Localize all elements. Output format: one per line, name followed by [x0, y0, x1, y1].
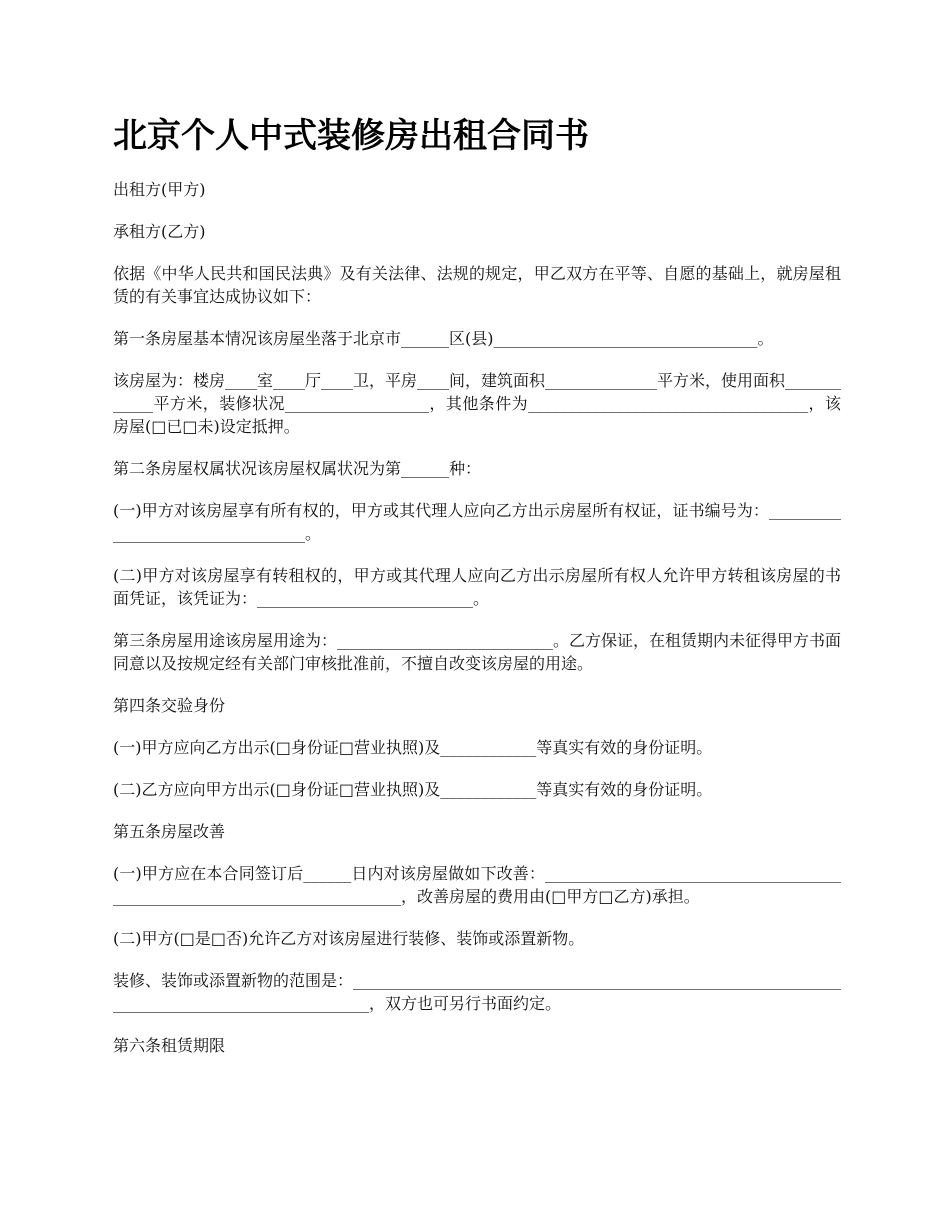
- document-title: 北京个人中式装修房出租合同书: [113, 116, 589, 156]
- paragraph-article-1: 第一条房屋基本情况该房屋坐落于北京市______区(县)_________________________________。: [113, 329, 774, 348]
- paragraph-preamble: 依据《中华人民共和国民法典》及有关法律、法规的规定，甲乙双方在平等、自愿的基础上，就房屋租赁的有关事宜达成协议如下：: [113, 264, 841, 306]
- paragraph-house-details: 该房屋为：楼房____室____厅____卫，平房____间，建筑面积______________平方米，使用面积____________平方米，装修状况__________________，其他条件为___________________________________，该房屋(□已□未)设定抵押。: [113, 371, 842, 436]
- paragraph-article-6: 第六条租赁期限: [113, 1036, 226, 1055]
- paragraph-article-2-item-2: (二)甲方对该房屋享有转租权的，甲方或其代理人应向乙方出示房屋所有权人允许甲方转租该房屋的书面凭证，该凭证为：___________________________。: [113, 566, 841, 608]
- paragraph-decoration-scope: 装修、装饰或添置新物的范围是：_____________________________________________________________________________________________，双方也可另行书面约定。: [113, 971, 842, 1013]
- paragraph-article-5-item-2: (二)甲方(□是□否)允许乙方对该房屋进行装修、装饰或添置新物。: [113, 929, 585, 948]
- paragraph-lessee: 承租方(乙方): [113, 222, 206, 241]
- paragraph-article-3: 第三条房屋用途该房屋用途为：___________________________。乙方保证，在租赁期内未征得甲方书面同意以及按规定经有关部门审核批准前，不擅自改变该房屋的用途。: [113, 631, 842, 673]
- paragraph-article-5-item-1: (一)甲方应在本合同签订后______日内对该房屋做如下改善：_________________________________________________________________________，改善房屋的费用由(□甲方□乙方)承担。: [113, 864, 841, 906]
- paragraph-article-4-item-1: (一)甲方应向乙方出示(□身份证□营业执照)及____________等真实有效的身份证明。: [113, 738, 713, 757]
- paragraph-article-2-item-1: (一)甲方对该房屋享有所有权的，甲方或其代理人应向乙方出示房屋所有权证，证书编号为：_________________________________。: [113, 501, 841, 543]
- paragraph-lessor: 出租方(甲方): [113, 180, 206, 199]
- paragraph-article-2: 第二条房屋权属状况该房屋权属状况为第______种：: [113, 459, 482, 478]
- paragraph-article-5: 第五条房屋改善: [113, 822, 226, 841]
- paragraph-article-4: 第四条交验身份: [113, 696, 226, 715]
- paragraph-article-4-item-2: (二)乙方应向甲方出示(□身份证□营业执照)及____________等真实有效的身份证明。: [113, 780, 713, 799]
- document-page: [113, 112, 841, 1076]
